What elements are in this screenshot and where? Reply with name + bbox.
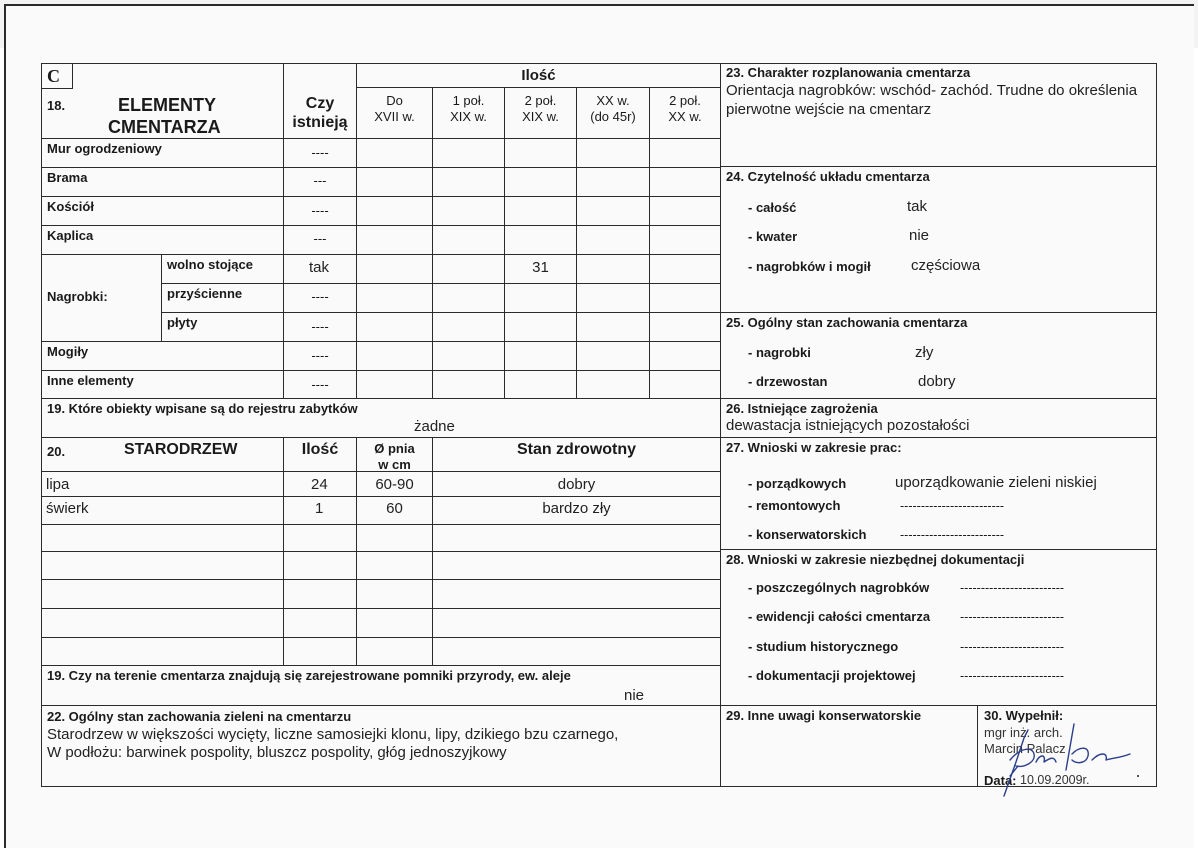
works-item-2-label: - remontowych: [748, 498, 841, 513]
row-exists-freestanding: tak: [309, 259, 330, 276]
works-item-1-value: uporządkowanie zieleni niskiej: [895, 474, 1097, 491]
docs-item-2-label: - ewidencji całości cmentarza: [748, 609, 931, 624]
row-label-freestanding: wolno stojące: [167, 257, 253, 272]
row-exists-wall: ----: [311, 145, 329, 160]
row-label-wall-mounted: przyścienne: [167, 286, 243, 301]
period-header-2b: XIX w.: [450, 109, 487, 124]
layout-character-label: 23. Charakter rozplanowania cmentarza: [726, 65, 971, 80]
filled-by-date-label: Data:: [984, 773, 1017, 788]
row-label-other: Inne elementy: [47, 373, 134, 388]
greenery-label: 22. Ogólny stan zachowania zieleni na cmentarzu: [47, 709, 352, 724]
exists-header-line2: istnieją: [292, 114, 348, 131]
tree-row-1-count: 24: [311, 476, 328, 493]
row-label-tombstones: Nagrobki:: [47, 289, 108, 304]
row-label-chapel: Kaplica: [47, 228, 94, 243]
row-label-gate: Brama: [47, 170, 88, 185]
period-header-1b: XVII w.: [374, 109, 415, 124]
condition-item-1-value: zły: [915, 344, 934, 361]
row-label-slabs: płyty: [167, 315, 198, 330]
threats-label: 26. Istniejące zagrożenia: [726, 401, 878, 416]
quantity-header: Ilość: [521, 67, 556, 84]
period-header-5a: 2 poł.: [669, 93, 701, 108]
section-number-18: 18.: [47, 98, 66, 113]
elements-title-line2: CMENTARZA: [108, 117, 221, 137]
layout-character-line1: Orientacja nagrobków: wschód- zachód. Trudne do określenia: [726, 82, 1138, 99]
elements-title-line1: ELEMENTY: [118, 95, 217, 115]
handwritten-signature: [980, 718, 1140, 804]
exists-header-line1: Czy: [305, 95, 335, 112]
row-exists-gate: ---: [313, 173, 327, 188]
row-exists-chapel: ---: [313, 231, 327, 246]
greenery-line1: Starodrzew w większości wycięty, liczne samosiejki klonu, lipy, dzikiego bzu czarnego,: [47, 726, 619, 743]
readability-item-1-value: tak: [907, 198, 928, 215]
condition-label: 25. Ogólny stan zachowania cmentarza: [726, 315, 968, 330]
row-exists-other: ----: [311, 377, 329, 392]
row-label-wall: Mur ogrodzeniowy: [47, 141, 162, 156]
docs-item-1-value: -------------------------: [960, 581, 1065, 595]
period-header-4a: XX w.: [596, 93, 630, 108]
period-header-1a: Do: [386, 93, 403, 108]
condition-item-1-label: - nagrobki: [748, 345, 811, 360]
condition-item-2-value: dobry: [918, 373, 956, 390]
monuments-value: nie: [624, 687, 645, 704]
filled-by-label: 30. Wypełnił:: [984, 708, 1064, 723]
condition-item-2-label: - drzewostan: [748, 374, 828, 389]
monuments-label: 19. Czy na terenie cmentarza znajdują się zarejestrowane pomniki przyrody, ew. aleje: [47, 668, 571, 683]
period-header-5b: XX w.: [668, 109, 702, 124]
readability-item-3-label: - nagrobków i mogił: [748, 259, 871, 274]
registry-value: żadne: [414, 418, 455, 435]
period-header-2a: 1 poł.: [452, 93, 485, 108]
remarks-label: 29. Inne uwagi konserwatorskie: [726, 708, 922, 723]
tree-row-1-diameter: 60-90: [375, 476, 414, 493]
tree-row-1-name: lipa: [46, 476, 70, 493]
row-exists-slabs: ----: [311, 319, 329, 334]
row-value-freestanding-2pol-xix: 31: [532, 259, 549, 276]
filled-by-line1: mgr inż. arch.: [984, 725, 1063, 740]
trees-number: 20.: [47, 444, 66, 459]
works-item-3-label: - konserwatorskich: [748, 527, 867, 542]
greenery-line2: W podłożu: barwinek pospolity, bluszcz pospolity, głóg jednoszyjkowy: [47, 744, 507, 761]
docs-conclusions-label: 28. Wnioski w zakresie niezbędnej dokumentacji: [726, 552, 1025, 567]
docs-item-3-label: - studium historycznego: [748, 639, 899, 654]
tree-row-2-diameter: 60: [386, 500, 403, 517]
docs-item-3-value: -------------------------: [960, 640, 1065, 654]
period-header-3a: 2 poł.: [524, 93, 557, 108]
filled-by-line2: Marcin Palacz: [984, 741, 1066, 756]
works-item-2-value: -------------------------: [900, 499, 1005, 513]
tree-row-2-name: świerk: [46, 500, 89, 517]
row-exists-wall-mounted: ----: [311, 289, 329, 304]
row-label-church: Kościół: [47, 199, 94, 214]
tree-row-2-count: 1: [315, 500, 324, 517]
layout-character-line2: pierwotne wejście na cmentarz: [726, 101, 932, 118]
row-label-graves: Mogiły: [47, 344, 89, 359]
threats-value: dewastacja istniejących pozostałości: [726, 417, 970, 434]
docs-item-1-label: - poszczególnych nagrobków: [748, 580, 930, 595]
trees-title: STARODRZEW: [124, 441, 238, 458]
readability-item-3-value: częściowa: [911, 257, 981, 274]
tree-row-2-health: bardzo zły: [542, 500, 611, 517]
trees-health-header: Stan zdrowotny: [516, 441, 637, 458]
docs-item-4-value: -------------------------: [960, 669, 1065, 683]
readability-item-2-label: - kwater: [748, 229, 798, 244]
works-conclusions-label: 27. Wnioski w zakresie prac:: [726, 440, 902, 455]
works-item-3-value: -------------------------: [900, 528, 1005, 542]
row-exists-church: ----: [311, 203, 329, 218]
filled-by-date-value: 10.09.2009r.: [1020, 773, 1090, 787]
row-exists-graves: ----: [311, 348, 329, 363]
trees-diameter-header-1: Ø pnia: [374, 441, 415, 456]
tree-row-1-health: dobry: [557, 476, 596, 493]
works-item-1-label: - porządkowych: [748, 476, 847, 491]
period-header-3b: XIX w.: [522, 109, 559, 124]
readability-item-1-label: - całość: [748, 200, 797, 215]
docs-item-4-label: - dokumentacji projektowej: [748, 668, 916, 683]
registry-label: 19. Które obiekty wpisane są do rejestru zabytków: [47, 401, 358, 416]
readability-item-2-value: nie: [909, 227, 930, 244]
period-header-4b: (do 45r): [590, 109, 636, 124]
readability-label: 24. Czytelność układu cmentarza: [726, 169, 930, 184]
section-letter: C: [47, 66, 60, 86]
trees-diameter-header-2: w cm: [378, 457, 411, 472]
trees-count-header: Ilość: [301, 441, 339, 458]
docs-item-2-value: -------------------------: [960, 610, 1065, 624]
